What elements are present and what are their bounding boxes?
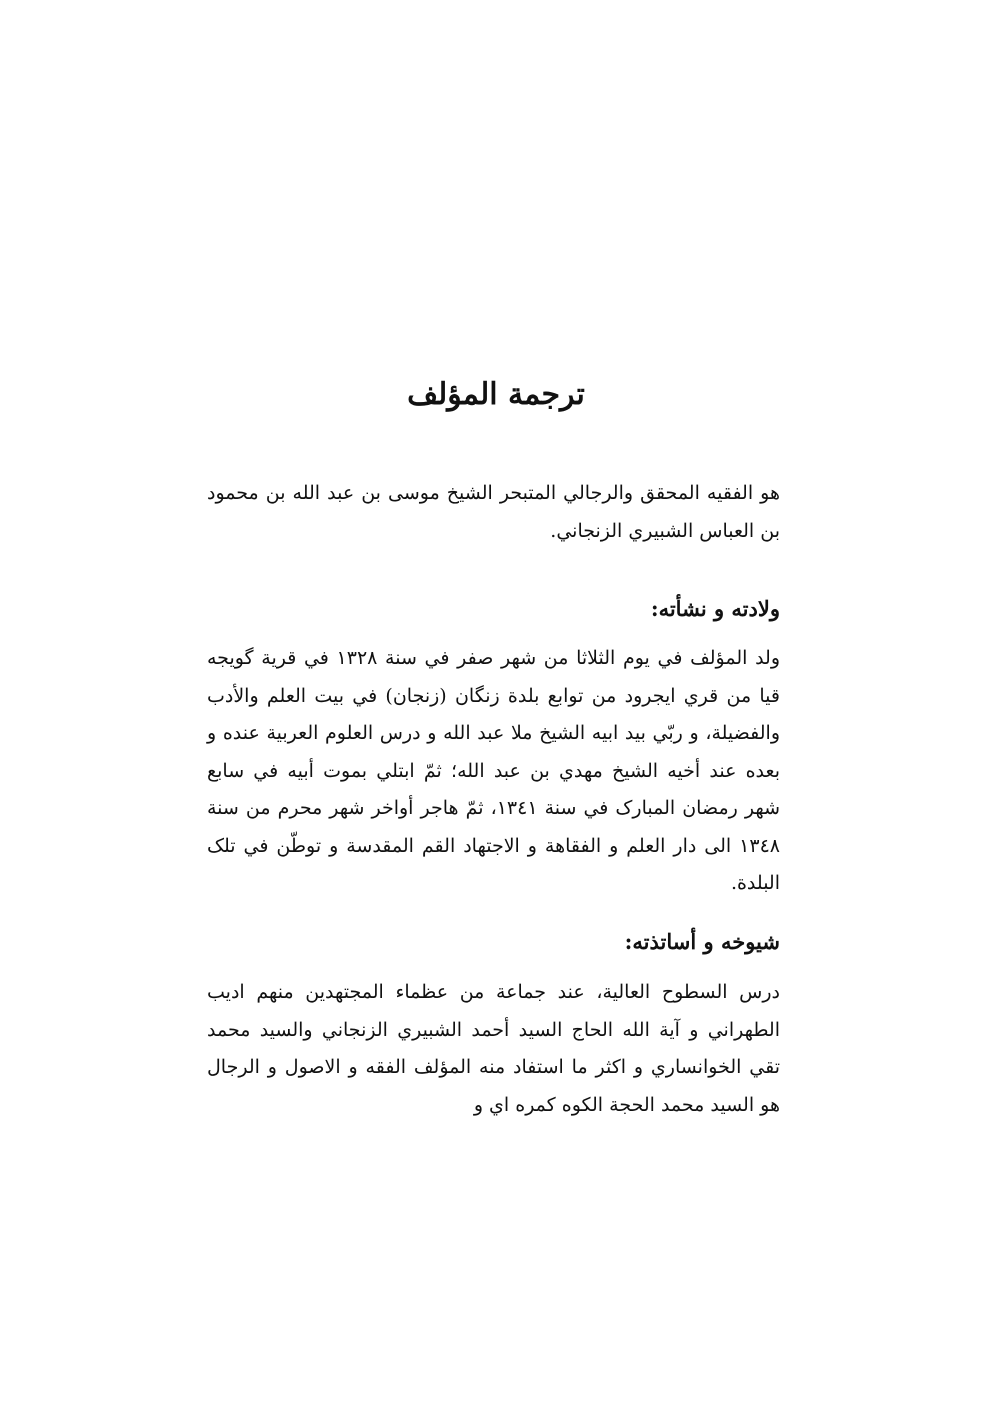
intro-paragraph: هو الفقيه المحقق والرجالي المتبحر الشيخ موسى بن عبد الله بن محمود بن العباس الشبيري الزنجاني. bbox=[207, 482, 780, 542]
section-paragraph-birth: ولد المؤلف في يوم الثلاثا من شهر صفر في سنة ١٣٢٨ في قرية گويجه قيا من قري ايجرود من توابع بلدة زنگان (زنجان) في بيت العلم والأدب والفضيلة، و ربّي بيد ابيه الشيخ ملا عبد الله و درس العلوم العربية عنده و بعده عند أخيه الشيخ مهدي بن عبد الله؛ ثمّ ابتلي بموت أبيه في سابع شهر رمضان المبارک في سنة ١٣٤١، ثمّ هاجر أواخر شهر محرم من سنة ١٣٤٨ الى دار العلم و الفقاهة و الاجتهاد القم المقدسة و توطّن في تلک البلدة. bbox=[207, 647, 781, 894]
section-heading-teachers: شيوخه و أساتذته: bbox=[624, 929, 780, 954]
section-heading-birth: ولادته و نشأته: bbox=[650, 596, 780, 621]
page-title: ترجمة المؤلف bbox=[407, 377, 585, 412]
section-paragraph-teachers: درس السطوح العالية، عند جماعة من عظماء المجتهدين منهم اديب الطهراني و آية الله الحاج السيد أحمد الشبيري الزنجاني والسيد محمد تقي الخوانساري و اكثر ما استفاد منه المؤلف الفقه و الاصول و الرجال هو السيد محمد الحجة الكوه كمره اي و bbox=[207, 981, 780, 1116]
